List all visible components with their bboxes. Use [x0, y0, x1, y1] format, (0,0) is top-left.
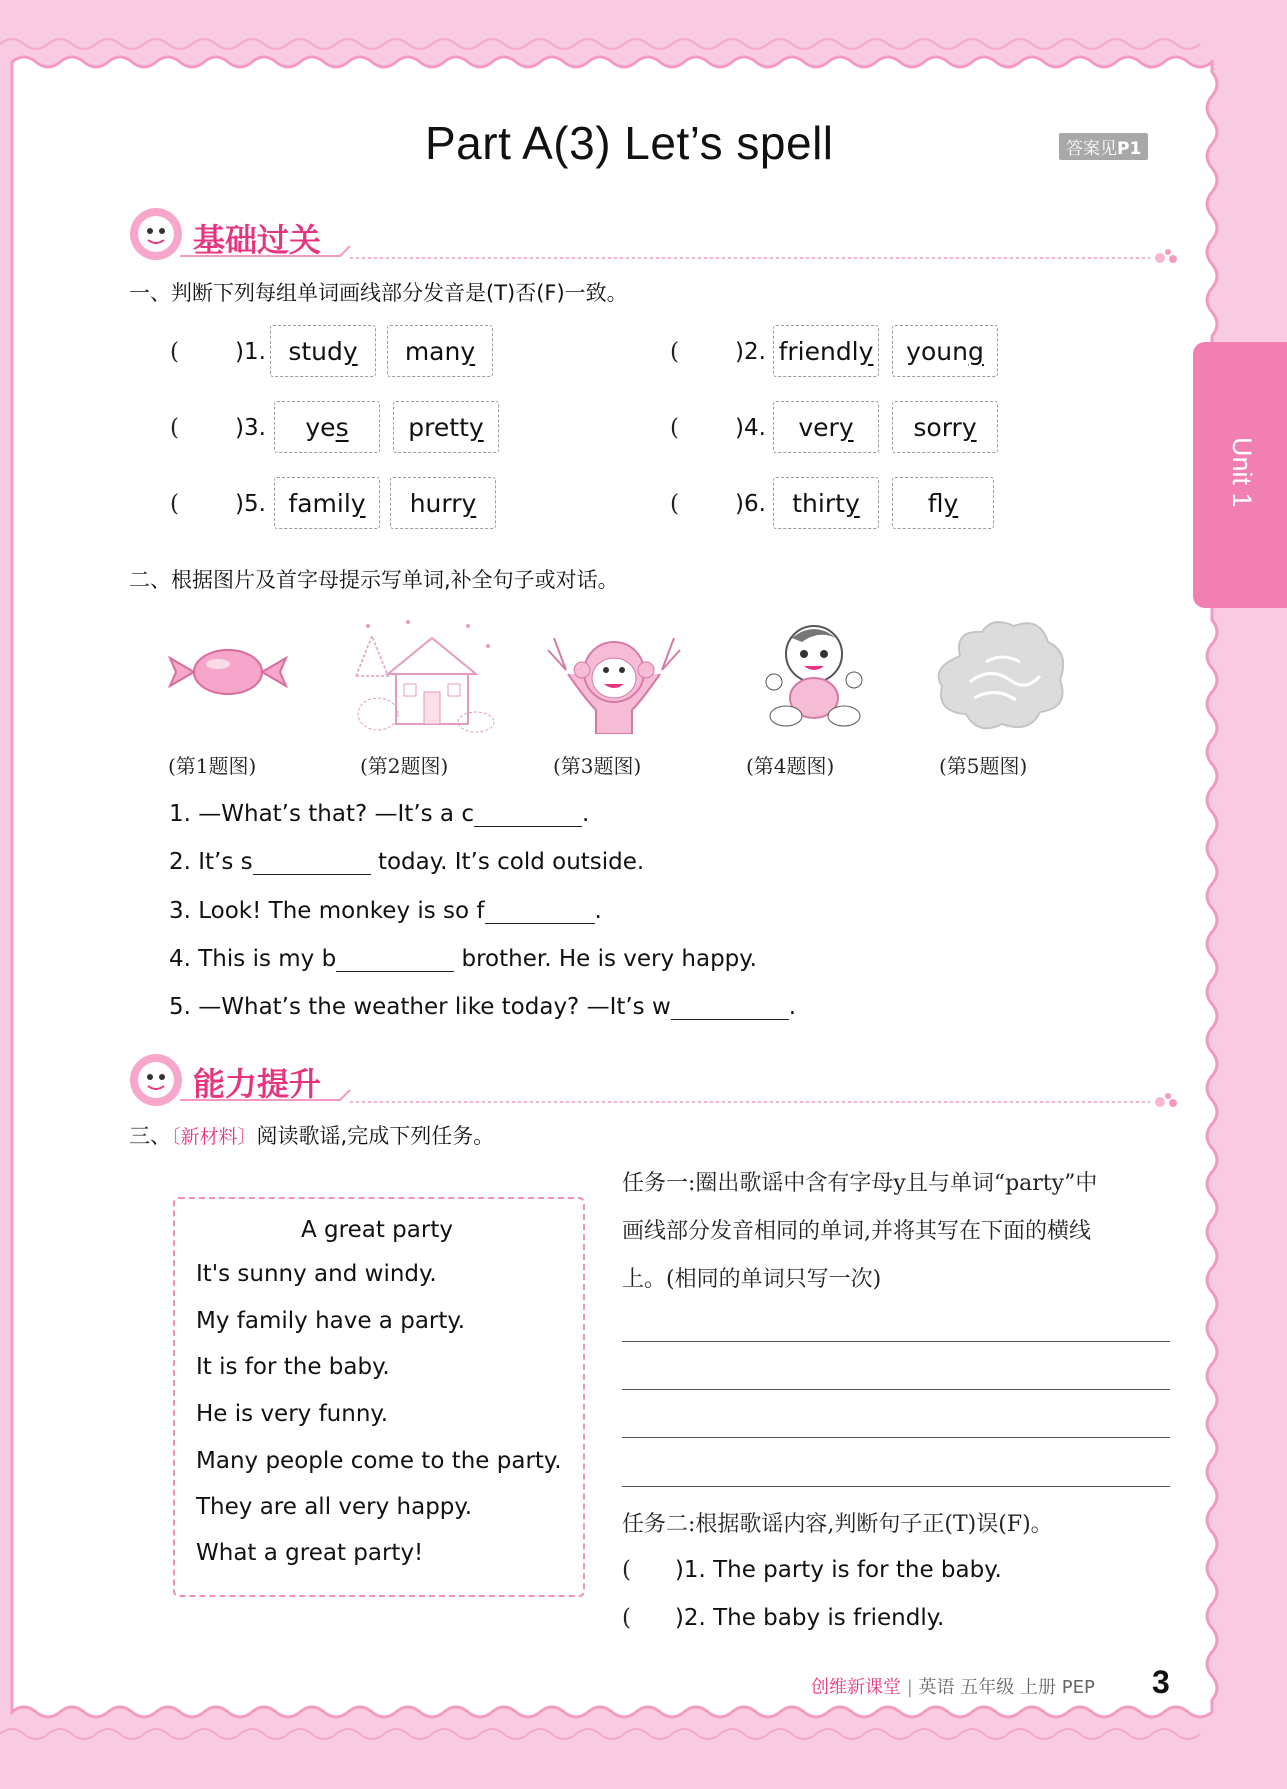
picture-caption-3: (第3题图)	[553, 754, 642, 778]
word-stem: man	[404, 336, 461, 366]
sentence-3-end: .	[594, 898, 602, 924]
sentence-5-end: .	[788, 994, 797, 1020]
answer-blank-5[interactable]	[671, 993, 789, 1020]
word-box	[274, 401, 380, 453]
judge-paren[interactable]: (	[670, 339, 679, 365]
sentence-1	[169, 800, 589, 827]
word-stem: famil	[288, 488, 351, 518]
poem-line: Many people come to the party.	[196, 1448, 562, 1474]
footer-subject: 英语 五年级 上册 PEP	[918, 1677, 1095, 1698]
judge-paren[interactable]: (	[670, 415, 679, 441]
poem-line: It's sunny and windy.	[196, 1261, 437, 1287]
page-number: 3	[1152, 1664, 1170, 1700]
footer-info	[811, 1673, 1095, 1699]
item-number: )5.	[235, 491, 266, 517]
poem-line: My family have a party.	[196, 1308, 466, 1334]
sentence-2-end: today. It’s cold outside.	[370, 849, 645, 875]
sentence-4	[169, 945, 757, 972]
mascot-icon	[128, 1052, 184, 1108]
underlined-letter: y	[461, 488, 477, 518]
word-box	[892, 401, 998, 453]
word-stem: ver	[798, 412, 839, 442]
sentence-1-end: .	[581, 801, 590, 827]
word-stem: hurr	[409, 488, 462, 518]
new-material-tag: 〔新材料〕	[171, 1126, 257, 1148]
judge-paren[interactable]: (	[170, 339, 179, 365]
judge-paren[interactable]: (	[622, 1557, 675, 1583]
task-1-line-1: 任务一:圈出歌谣中含有字母y且与单词“party”中	[622, 1171, 1098, 1196]
section-title-basic: 基础过关	[193, 221, 322, 259]
wind-cloud-picture	[930, 616, 1070, 736]
task-1-line-2: 画线部分发音相同的单词,并将其写在下面的横线	[622, 1219, 1091, 1244]
question-1-heading: 一、判断下列每组单词画线部分发音是(T)否(F)一致。	[129, 281, 628, 305]
item-number: )3.	[235, 415, 266, 441]
underlined-letter: y	[858, 336, 874, 366]
underlined-letter: g	[967, 336, 984, 366]
underlined-letter: y	[943, 488, 959, 518]
question-3-number: 三、	[129, 1124, 171, 1148]
word-stem: stud	[288, 336, 343, 366]
mascot-icon	[128, 206, 184, 262]
question-3-heading	[129, 1120, 494, 1150]
judge-item-2	[622, 1605, 944, 1631]
word-box	[892, 477, 994, 529]
underlined-letter: y	[838, 412, 854, 442]
sentence-2	[169, 848, 644, 875]
answer-reference	[1059, 133, 1148, 160]
question-2-heading: 二、根据图片及首字母提示写单词,补全句子或对话。	[129, 568, 619, 592]
sentence-3	[169, 897, 602, 924]
poem-line: He is very funny.	[196, 1401, 389, 1427]
word-box	[270, 325, 376, 377]
sentence-5	[169, 993, 796, 1020]
section-divider	[180, 244, 1180, 264]
unit-side-tab	[1193, 342, 1287, 608]
page-title: Part A(3) Let’s spell	[425, 117, 834, 169]
word-stem: fl	[927, 488, 944, 518]
answer-blank-2[interactable]	[253, 848, 371, 875]
item-number: )6.	[735, 491, 766, 517]
answer-line[interactable]	[622, 1437, 1170, 1438]
answer-line[interactable]	[622, 1486, 1170, 1487]
picture-caption-2: (第2题图)	[360, 754, 449, 778]
question-3-text: 阅读歌谣,完成下列任务。	[256, 1124, 495, 1148]
monkey-picture	[546, 630, 682, 734]
word-stem: youn	[906, 336, 968, 366]
section-title-advanced: 能力提升	[193, 1065, 322, 1103]
item-number: )1.	[235, 339, 266, 365]
picture-caption-1: (第1题图)	[168, 754, 257, 778]
judge-item-2-text: )2. The baby is friendly.	[674, 1605, 945, 1631]
word-box	[773, 325, 879, 377]
word-box	[393, 401, 499, 453]
unit-side-tab-label: Unit 1	[1227, 437, 1257, 508]
underlined-letter: y	[350, 488, 366, 518]
judge-item-1-text: )1. The party is for the baby.	[674, 1557, 1002, 1583]
poem-line: It is for the baby.	[196, 1354, 390, 1380]
sentence-4-end: brother. He is very happy.	[454, 946, 757, 972]
answer-reference-page: P1	[1117, 139, 1142, 159]
sentence-5-text: 5. —What’s the weather like today? —It’s w	[169, 994, 671, 1020]
word-box	[773, 477, 879, 529]
answer-line[interactable]	[622, 1341, 1170, 1342]
word-stem: prett	[408, 412, 469, 442]
underlined-letter: y	[342, 336, 358, 366]
baby-picture	[758, 620, 868, 732]
word-box	[274, 477, 380, 529]
word-box	[390, 477, 496, 529]
item-number: )2.	[735, 339, 766, 365]
word-box	[892, 325, 998, 377]
snow-house-picture	[348, 616, 496, 736]
sentence-1-text: 1. —What’s that? —It’s a c	[169, 801, 474, 827]
word-box	[773, 401, 879, 453]
poem-title: A great party	[301, 1217, 453, 1243]
word-stem: friendl	[778, 336, 859, 366]
judge-item-1	[622, 1557, 1002, 1583]
underlined-letter: y	[460, 336, 476, 366]
candy-picture	[166, 640, 290, 704]
answer-blank-4[interactable]	[336, 945, 454, 972]
word-stem: ye	[305, 412, 336, 442]
footer-brand: 创维新课堂	[811, 1677, 901, 1698]
answer-blank-3[interactable]	[485, 897, 595, 924]
word-stem: thirt	[792, 488, 845, 518]
answer-blank-1[interactable]	[474, 800, 582, 827]
task-1-line-3: 上。(相同的单词只写一次)	[622, 1267, 882, 1292]
underlined-letter: y	[844, 488, 860, 518]
underlined-letter: y	[961, 412, 977, 442]
answer-reference-text: 答案见	[1066, 139, 1117, 159]
judge-paren[interactable]: (	[670, 491, 679, 517]
poem-line: What a great party!	[196, 1540, 424, 1566]
word-stem: sorr	[913, 412, 962, 442]
poem-line: They are all very happy.	[196, 1494, 473, 1520]
judge-paren[interactable]: (	[170, 491, 179, 517]
sentence-3-text: 3. Look! The monkey is so f	[169, 898, 485, 924]
picture-caption-5: (第5题图)	[939, 754, 1028, 778]
word-box	[387, 325, 493, 377]
judge-paren[interactable]: (	[622, 1605, 675, 1631]
section-divider	[180, 1088, 1180, 1108]
underlined-letter: s	[335, 412, 349, 442]
judge-paren[interactable]: (	[170, 415, 179, 441]
sentence-4-text: 4. This is my b	[169, 946, 337, 972]
underlined-letter: y	[468, 412, 484, 442]
task-2-heading: 任务二:根据歌谣内容,判断句子正(T)误(F)。	[622, 1512, 1053, 1537]
poem-box	[173, 1197, 585, 1597]
picture-caption-4: (第4题图)	[746, 754, 835, 778]
sentence-2-text: 2. It’s s	[169, 849, 253, 875]
footer-separator: |	[906, 1677, 913, 1698]
answer-line[interactable]	[622, 1389, 1170, 1390]
item-number: )4.	[735, 415, 766, 441]
